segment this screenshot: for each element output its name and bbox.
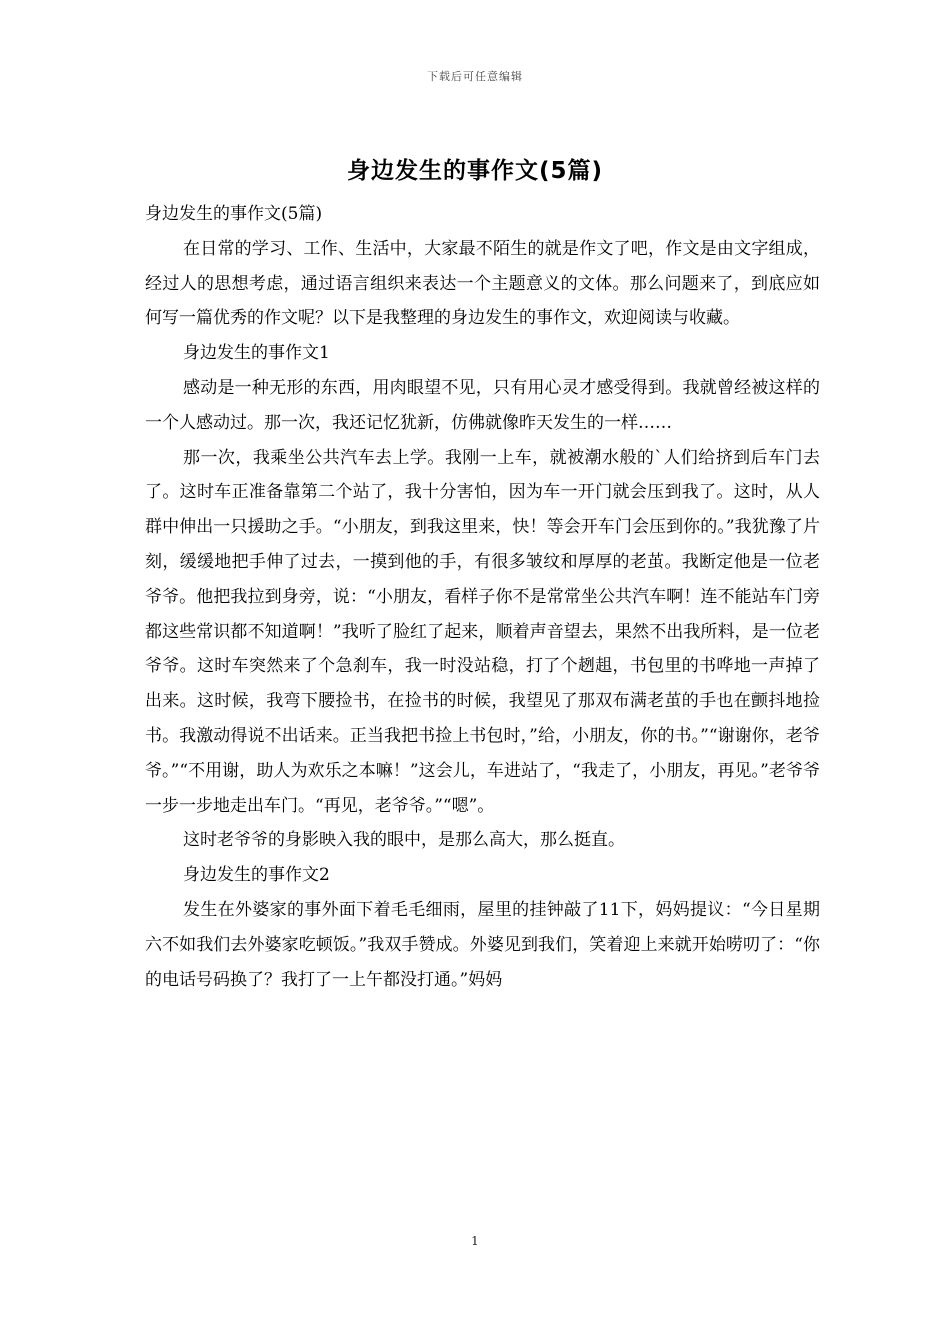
page-number: 1 bbox=[471, 1234, 479, 1248]
section-heading: 身边发生的事作文2 bbox=[183, 865, 330, 886]
body-paragraph: 在日常的学习、工作、生活中，大家最不陌生的就是作文了吧，作文是由文字组成，经过人的思想考虑，通过语言组织来表达一个主题意义的文体。那么问题来了，到底应如何写一篇优秀的作文呢？以下是我整理的身边发生的事作文，欢迎阅读与收藏。 bbox=[145, 238, 820, 329]
document-body bbox=[145, 197, 820, 997]
body-paragraph: 感动是一种无形的东西，用肉眼望不见，只有用心灵才感受得到。我就曾经被这样的一个人感动过。那一次，我还记忆犹新，仿佛就像昨天发生的一样…… bbox=[145, 377, 820, 433]
body-paragraph: 那一次，我乘坐公共汽车去上学。我刚一上车，就被潮水般的`人们给挤到后车门去了。这时车正准备靠第二个站了，我十分害怕，因为车一开门就会压到我了。这时，从人群中伸出一只援助之手。“小朋友，到我这里来，快！等会开车门会压到你的。”我犹豫了片刻，缓缓地把手伸了过去，一摸到他的手，有很多皱纹和厚厚的老茧。我断定他是一位老爷爷。他把我拉到身旁，说：“小朋友，看样子你不是常常坐公共汽车啊！连不能站车门旁都这些常识都不知道啊！”我听了脸红了起来，顺着声音望去，果然不出我所料，是一位老爷爷。这时车突然来了个急刹车，我一时没站稳，打了个趔趄，书包里的书哗地一声掉了出来。这时候，我弯下腰捡书，在捡书的时候，我望见了那双布满老茧的手也在颤抖地捡书。我激动得说不出话来。正当我把书捡上书包时，”给，小朋友，你的书。”“谢谢你，老爷爷。”“不用谢，助人为欢乐之本嘛！”这会儿，车进站了，“我走了，小朋友，再见。”老爷爷一步一步地走出车门。“再见，老爷爷。”“嗯”。 bbox=[145, 447, 820, 816]
body-paragraph: 身边发生的事作文(5篇) bbox=[145, 204, 323, 224]
section-heading: 身边发生的事作文1 bbox=[183, 343, 330, 364]
body-paragraph: 发生在外婆家的事外面下着毛毛细雨，屋里的挂钟敲了11下，妈妈提议：“今日星期六不如我们去外婆家吃顿饭。”我双手赞成。外婆见到我们，笑着迎上来就开始唠叨了：“你的电话号码换了？我打了一上午都没打通。”妈妈 bbox=[145, 899, 820, 990]
document-title: 身边发生的事作文(5篇) bbox=[346, 158, 604, 184]
page-header: 下载后可任意编辑 bbox=[427, 70, 523, 83]
body-paragraph: 这时老爷爷的身影映入我的眼中，是那么高大，那么挺直。 bbox=[183, 830, 625, 851]
